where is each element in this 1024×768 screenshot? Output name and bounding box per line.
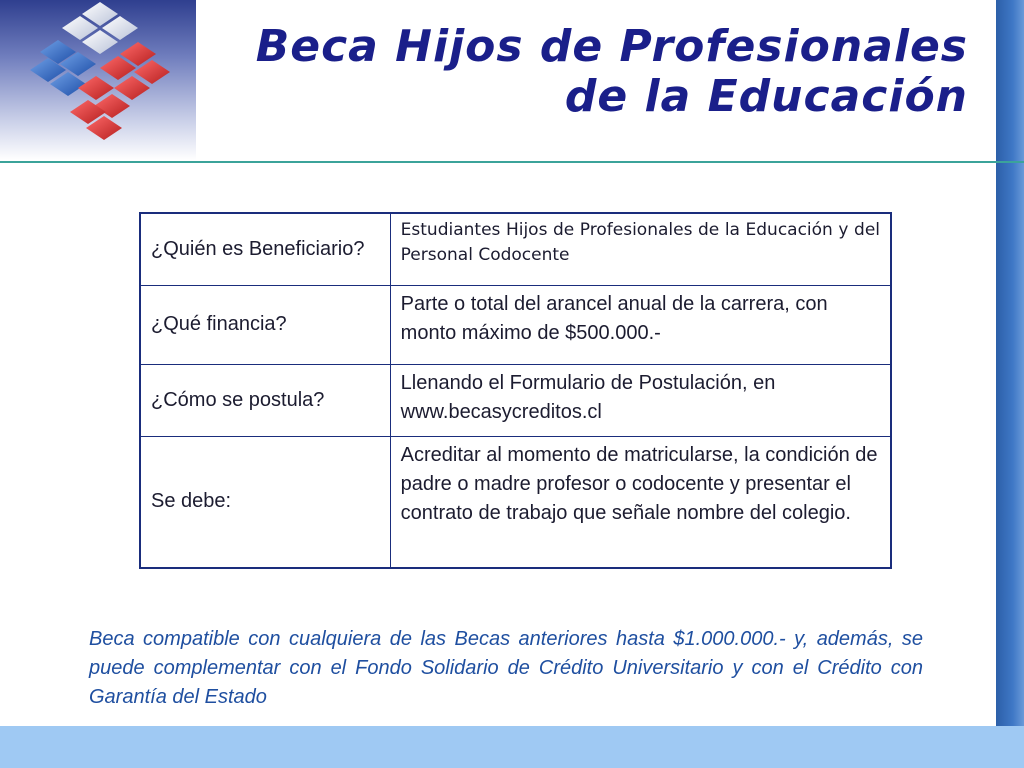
table-row-funding <box>140 285 891 364</box>
compatibility-note: Beca compatible con cualquiera de las Becas anteriores hasta $1.000.000.- y, además, se puede complementar con el Fondo Solidario de Crédito Universitario y con el Crédito con Garantía del Estado <box>89 628 923 708</box>
slide-title-line-1: Beca Hijos de Profesionales <box>255 21 968 72</box>
row-label: ¿Cómo se postula? <box>140 364 390 436</box>
table-row-requirements <box>140 436 891 568</box>
right-accent-bar <box>996 0 1024 750</box>
bottom-accent-bar <box>0 726 1024 768</box>
logo-panel <box>0 0 196 160</box>
slide-title <box>188 22 968 122</box>
row-value: Parte o total del arancel anual de la carrera, con monto máximo de $500.000.- <box>390 285 891 364</box>
chile-ministry-logo-icon <box>0 0 196 160</box>
row-label: Se debe: <box>140 436 390 568</box>
header-divider <box>0 161 1024 163</box>
row-label: ¿Qué financia? <box>140 285 390 364</box>
row-label: ¿Quién es Beneficiario? <box>140 213 390 285</box>
table-row-application <box>140 364 891 436</box>
scholarship-info-table <box>139 212 892 569</box>
row-value: Llenando el Formulario de Postulación, en www.becasycreditos.cl <box>390 364 891 436</box>
slide-title-line-2: de la Educación <box>564 71 968 122</box>
row-value: Acreditar al momento de matricularse, la condición de padre o madre profesor o codocente y presentar el contrato de trabajo que señale nombre del colegio. <box>390 436 891 568</box>
row-value: Estudiantes Hijos de Profesionales de la Educación y del Personal Codocente <box>390 213 891 285</box>
table-row-beneficiary <box>140 213 891 285</box>
